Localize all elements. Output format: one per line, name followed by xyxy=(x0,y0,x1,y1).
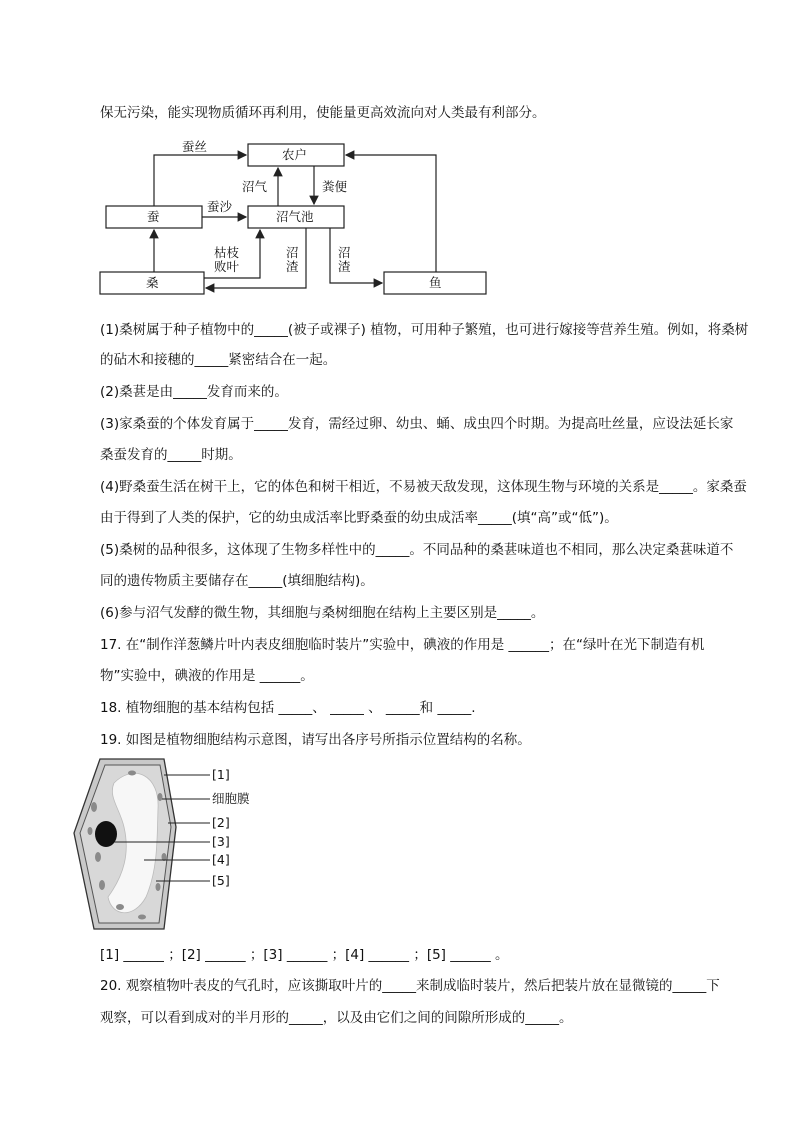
cell-label-3: [3] xyxy=(212,834,230,849)
q17-line2: 物”实验中，碘液的作用是 ______。 xyxy=(100,668,314,684)
cell-label-2: [2] xyxy=(212,815,230,830)
q16-part3-line2: 桑蚕发育的_____时期。 xyxy=(100,447,242,463)
q16-part5-line1: (5)桑树的品种很多，这体现了生物多样性中的_____。不同品种的桑葚味道也不相同，那么决定桑葚味道不 xyxy=(100,542,734,558)
q16-part2: (2)桑葚是由_____发育而来的。 xyxy=(100,384,288,400)
q19: 19. 如图是植物细胞结构示意图，请写出各序号所指示位置结构的名称。 xyxy=(100,732,531,748)
plant-cell-figure xyxy=(72,757,272,941)
arrow-residue-label-2b: 渣 xyxy=(338,259,351,274)
arrow-biogas-label: 沼气 xyxy=(242,179,268,194)
cell-label-1: [1] xyxy=(212,767,230,782)
q16-part5-line2: 同的遗传物质主要储存在_____(填细胞结构)。 xyxy=(100,573,374,589)
q18: 18. 植物细胞的基本结构包括 _____、 _____ 、 _____和 _____. xyxy=(100,700,476,716)
q17-line1: 17. 在“制作洋葱鳞片叶内表皮细胞临时装片”实验中，碘液的作用是 ______；在“绿叶在光下制造有机 xyxy=(100,637,705,653)
nucleus xyxy=(95,821,117,847)
cell-label-4: [4] xyxy=(212,852,230,867)
intro-line: 保无污染，能实现物质循环再利用，使能量更高效流向对人类最有利部分。 xyxy=(100,105,546,121)
box-biogas-pool-label: 沼气池 xyxy=(276,209,314,224)
q16-part1-line2: 的砧木和接穗的_____紧密结合在一起。 xyxy=(100,352,337,368)
plant-cell-svg xyxy=(72,757,272,937)
box-mulberry-label: 桑 xyxy=(146,275,159,290)
box-silkworm-label: 蚕 xyxy=(147,209,160,224)
q16-part4-line2: 由于得到了人类的保护，它的幼虫成活率比野桑蚕的幼虫成活率_____(填“高”或“低”)。 xyxy=(100,510,618,526)
arrow-manure-label: 粪便 xyxy=(322,179,348,194)
cell-label-membrane: 细胞膜 xyxy=(212,791,250,806)
arrow-residue-label-2a: 沼 xyxy=(338,245,351,260)
q16-part3-line1: (3)家桑蚕的个体发育属于_____发育，需经过卵、幼虫、蛹、成虫四个时期。为提高吐丝量，应设法延长家 xyxy=(100,416,734,432)
q16-part6: (6)参与沼气发酵的微生物，其细胞与桑树细胞在结构上主要区别是_____。 xyxy=(100,605,545,621)
q16-part1-line1: (1)桑树属于种子植物中的_____(被子或裸子) 植物，可用种子繁殖，也可进行嫁接等营养生殖。例如，将桑树 xyxy=(100,322,749,338)
arrow-branches-label-2: 败叶 xyxy=(214,259,240,274)
arrow-fish-farmer xyxy=(346,155,436,272)
q20-line2: 观察，可以看到成对的半月形的_____，以及由它们之间的间隙所形成的_____。 xyxy=(100,1010,573,1026)
cell-label-5: [5] xyxy=(212,873,230,888)
ecosystem-diagram xyxy=(96,136,496,305)
box-fish-label: 鱼 xyxy=(429,275,442,290)
arrow-residue-label-1a: 沼 xyxy=(286,245,299,260)
q20-line1: 20. 观察植物叶表皮的气孔时，应该撕取叶片的_____来制成临时装片，然后把装片放在显微镜的_____下 xyxy=(100,978,720,994)
box-farmer-label: 农户 xyxy=(282,147,308,162)
arrow-silk-label: 蚕丝 xyxy=(182,139,208,154)
arrow-silkworm-sand-label: 蚕沙 xyxy=(207,199,233,214)
arrow-silk xyxy=(154,155,246,206)
arrow-residue-label-1b: 渣 xyxy=(286,259,299,274)
q16-part4-line1: (4)野桑蚕生活在树干上，它的体色和树干相近，不易被天敌发现，这体现生物与环境的关系是_____。家桑蚕 xyxy=(100,479,747,495)
q19-answer-blanks: [1] ______ ；[2] ______ ；[3] ______ ；[4] ______ ；[5] ______ 。 xyxy=(100,947,509,963)
arrow-branches-label-1: 枯枝 xyxy=(214,245,240,260)
